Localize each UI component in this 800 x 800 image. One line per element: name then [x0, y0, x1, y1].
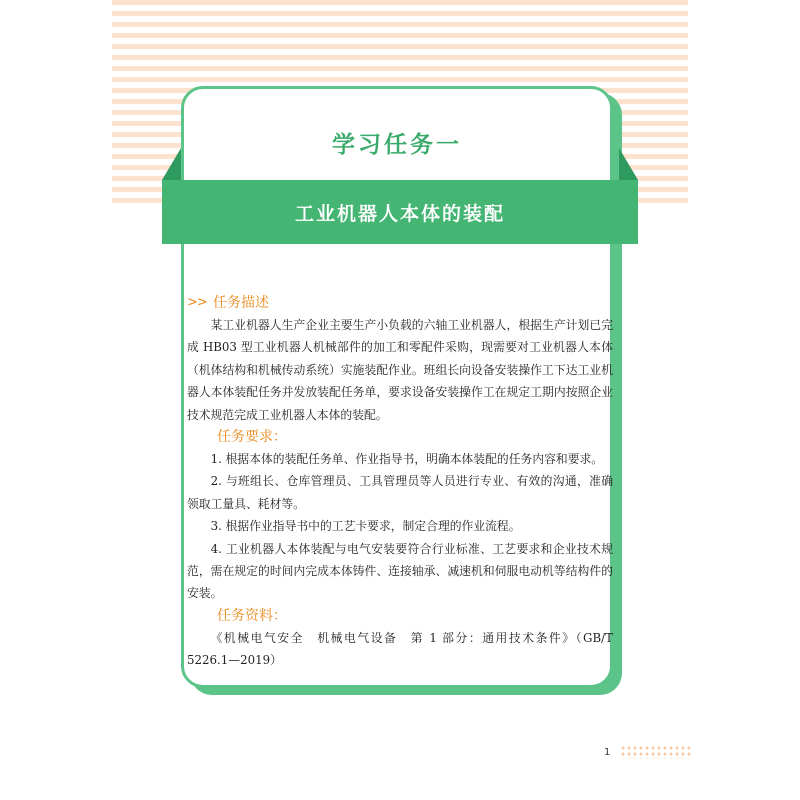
- footer-dot-pattern: [620, 745, 692, 759]
- chevron-right-icon: >>: [187, 295, 207, 310]
- title-banner: [162, 180, 638, 244]
- banner-fold-left: [162, 148, 181, 180]
- requirement-item-2: 2. 与班组长、仓库管理员、工具管理员等人员进行专业、有效的沟通，准确领取工量具、耗材等。: [187, 474, 613, 511]
- requirement-item-1: 1. 根据本体的装配任务单、作业指导书，明确本体装配的任务内容和要求。: [210, 452, 604, 467]
- requirement-item-3: 3. 根据作业指导书中的工艺卡要求，制定合理的作业流程。: [210, 519, 521, 534]
- description-heading: [187, 292, 613, 314]
- task-title: 工业机器人本体的装配: [294, 202, 505, 225]
- task-content: [187, 292, 613, 672]
- requirements-heading: 任务要求：: [217, 429, 287, 446]
- banner-fold-right: [619, 148, 638, 180]
- materials-heading: 任务资料：: [217, 607, 287, 624]
- description-heading-label: 任务描述: [213, 295, 269, 311]
- page-number: 1: [604, 747, 611, 758]
- task-label: 学习任务一: [332, 132, 462, 158]
- requirement-item-4: 4. 工业机器人本体装配与电气安装要符合行业标准、工艺要求和企业技术规范，需在规定的时间内完成本体铸件、连接轴承、减速机和伺服电动机等结构件的安装。: [187, 541, 613, 601]
- description-paragraph: 某工业机器人生产企业主要生产小负载的六轴工业机器人，根据生产计划已完成 HB03 型工业机器人机械部件的加工和零配件采购，现需要对工业机器人本体（机体结构和机械传动系统）实施装配作业。班组长向设备安装操作工下达工业机器人本体装配任务并发放装配任务单，要求设备安装操作工在规定工期内按照企业技术规范完成工业机器人本体的装配。: [187, 318, 613, 422]
- materials-reference: 《机械电气安全 机械电气设备 第 1 部分：通用技术条件》（GB/T 5226.1—2019）: [187, 630, 613, 668]
